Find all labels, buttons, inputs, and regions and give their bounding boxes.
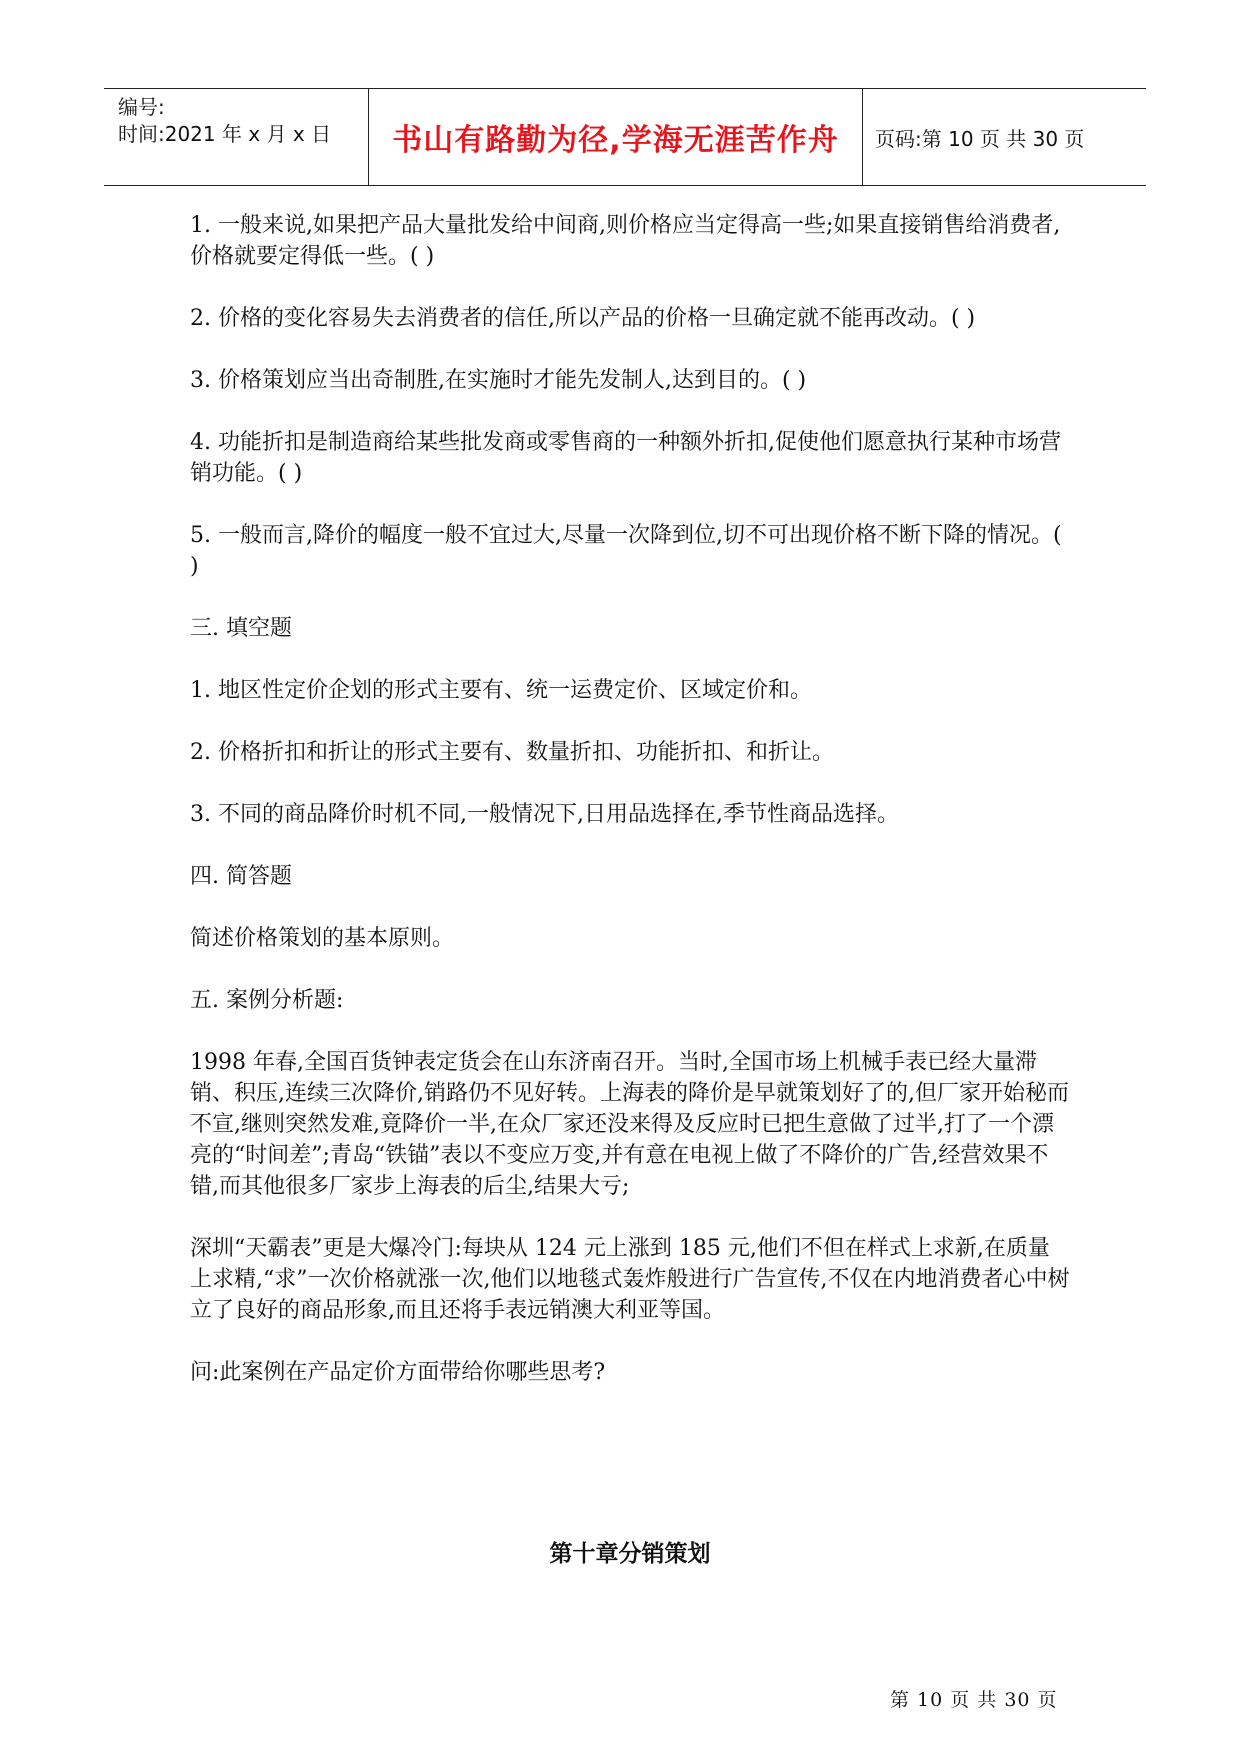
- chapter-title: 第十章分销策划: [549, 1541, 711, 1567]
- section-heading-short-answer: 四. 简答题: [190, 864, 292, 889]
- page-footer: 第 10 页 共 30 页: [890, 1689, 1058, 1711]
- header-page-code: 页码:第 10 页 共 30 页: [875, 126, 1085, 151]
- page-header: [104, 88, 1146, 186]
- document-number-label: 编号:: [118, 95, 165, 119]
- case-study-paragraph-2: 深圳“天霸表”更是大爆冷门:每块从 124 元上涨到 185 元,他们不但在样式上求新,在质量上求精,“求”一次价格就涨一次,他们以地毯式轰炸般进行广告宣传,不仅在内地消费者心中树立了良好的商品形象,而且还将手表远销澳大利亚等国。: [190, 1236, 1070, 1323]
- question-tf-2: 2. 价格的变化容易失去消费者的信任,所以产品的价格一旦确定就不能再改动。( ): [190, 306, 976, 331]
- document-time-label: 时间:2021 年 x 月 x 日: [118, 122, 332, 146]
- question-tf-5: 5. 一般而言,降价的幅度一般不宜过大,尽量一次降到位,切不可出现价格不断下降的情况。( ): [190, 523, 1062, 579]
- question-tf-1: 1. 一般来说,如果把产品大量批发给中间商,则价格应当定得高一些;如果直接销售给消费者,价格就要定得低一些。( ): [190, 213, 1061, 269]
- case-study-question: 问:此案例在产品定价方面带给你哪些思考?: [190, 1360, 606, 1385]
- question-tf-4: 4. 功能折扣是制造商给某些批发商或零售商的一种额外折扣,促使他们愿意执行某种市场营销功能。( ): [190, 430, 1061, 486]
- question-fill-2: 2. 价格折扣和折让的形式主要有、数量折扣、功能折扣、和折让。: [190, 740, 834, 765]
- question-tf-3: 3. 价格策划应当出奇制胜,在实施时才能先发制人,达到目的。( ): [190, 368, 807, 393]
- section-heading-fill-in: 三. 填空题: [190, 616, 292, 641]
- header-info: [104, 89, 369, 185]
- case-study-paragraph-1: 1998 年春,全国百货钟表定货会在山东济南召开。当时,全国市场上机械手表已经大量滞销、积压,连续三次降价,销路仍不见好转。上海表的降价是早就策划好了的,但厂家开始秘而不宣,继则突然发难,竟降价一半,在众厂家还没来得及反应时已把生意做了过半,打了一个漂亮的“时间差”;青岛“铁锚”表以不变应万变,并有意在电视上做了不降价的广告,经营效果不错,而其他很多厂家步上海表的后尘,结果大亏;: [190, 1050, 1069, 1199]
- question-fill-1: 1. 地区性定价企划的形式主要有、统一运费定价、区域定价和。: [190, 678, 812, 703]
- document-body: [190, 210, 1070, 1419]
- question-fill-3: 3. 不同的商品降价时机不同,一般情况下,日用品选择在,季节性商品选择。: [190, 802, 899, 827]
- header-motto: 书山有路勤为径,学海无涯苦作舟: [369, 89, 863, 185]
- question-short-answer: 简述价格策划的基本原则。: [190, 926, 455, 951]
- section-heading-case-study: 五. 案例分析题:: [190, 988, 344, 1013]
